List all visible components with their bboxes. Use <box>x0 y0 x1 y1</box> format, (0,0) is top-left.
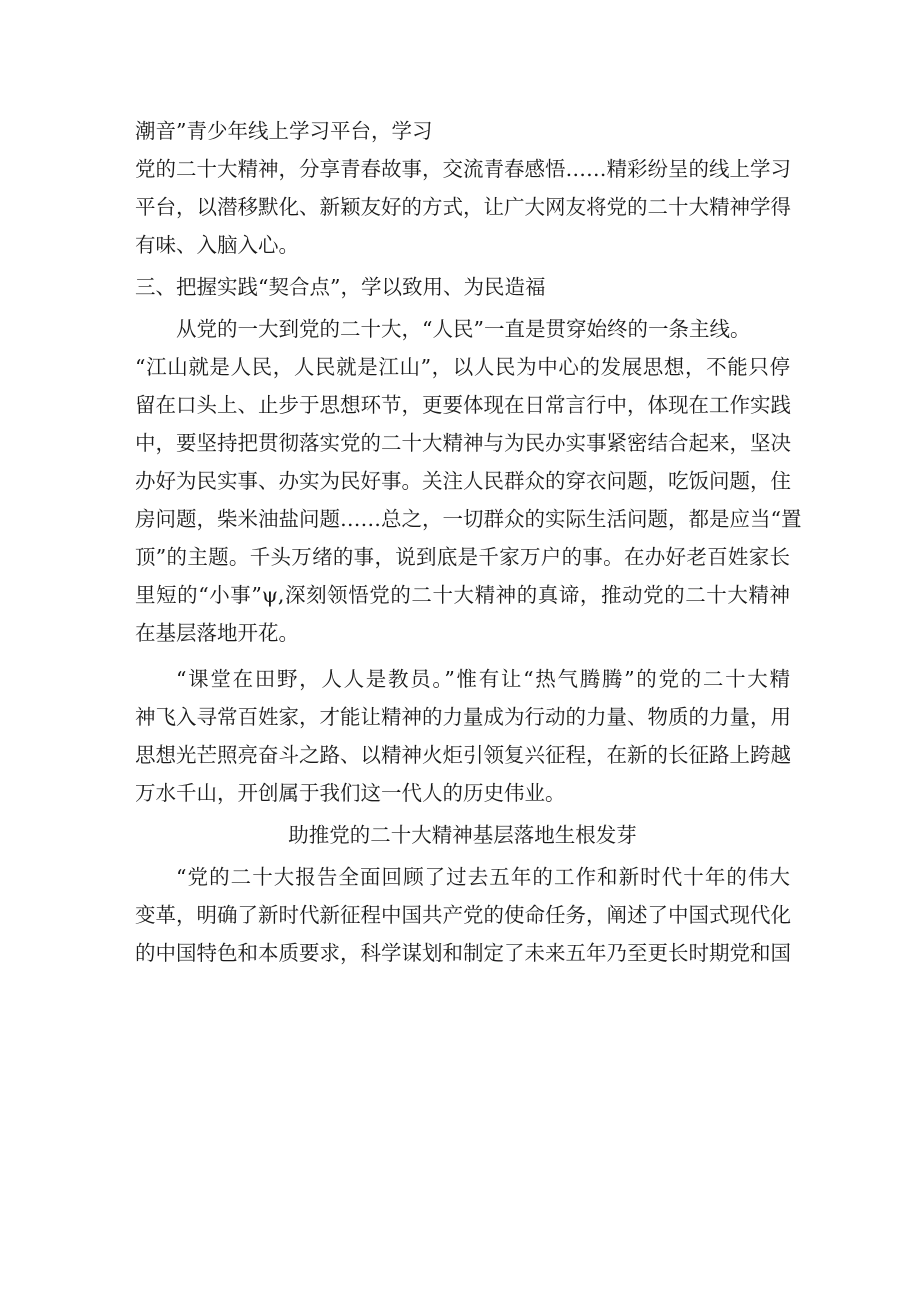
text-line: 潮音”青少年线上学习平台，学习 <box>135 119 433 143</box>
paragraph <box>135 660 790 812</box>
text-line: “江山就是人民，人民就是江山”，以人民为中心的发展思想，不能只停 <box>135 355 790 379</box>
text-line: 有味、入脑入心。 <box>135 233 299 257</box>
text-line: 党的二十大精神，分享青春故事，交流青春感悟……精彩纷呈的线上学习 <box>135 157 791 181</box>
text-line: 中，要坚持把贯彻落实党的二十大精神与为民办实事紧密结合起来，坚决 <box>135 431 791 455</box>
text-line: 留在口头上、止步于思想环节，更要体现在日常言行中，体现在工作实践 <box>135 393 791 417</box>
text-line: “课堂在田野，人人是教员。”惟有让“热气腾腾”的党的二十大精 <box>176 667 790 691</box>
text-line: 在基层落地开花。 <box>135 621 299 645</box>
continuation-paragraph <box>135 112 790 264</box>
text-line: 平台，以潜移默化、新颖友好的方式，让广大网友将党的二十大精神学得 <box>135 195 791 219</box>
text-line: 万水千山，开创属于我们这一代人的历史伟业。 <box>135 781 566 805</box>
paragraph <box>135 858 790 972</box>
text-line: 里短的“小事”ψ,深刻领悟党的二十大精神的真谛，推动党的二十大精神 <box>135 583 790 607</box>
text-line: 从党的一大到党的二十大，“人民”一直是贯穿始终的一条主线。 <box>176 317 751 341</box>
text-line: 神飞入寻常百姓家，才能让精神的力量成为行动的力量、物质的力量，用 <box>135 705 791 729</box>
text-line: 房问题，柴米油盐问题……总之，一切群众的实际生活问题，都是应当“置 <box>135 507 802 531</box>
text-line: 办好为民实事、办实为民好事。关注人民群众的穿衣问题，吃饭问题，住 <box>135 469 791 493</box>
document-page <box>135 112 802 972</box>
section-heading: 三、把握实践“契合点”，学以致用、为民造福 <box>135 275 546 299</box>
text-line: 的中国特色和本质要求，科学谋划和制定了未来五年乃至更长时期党和国 <box>135 941 791 965</box>
text-line: 思想光芒照亮奋斗之路、以精神火炬引领复兴征程，在新的长征路上跨越 <box>135 743 791 767</box>
text-line: 变革，明确了新时代新征程中国共产党的使命任务，阐述了中国式现代化 <box>135 903 791 927</box>
article-title: 助推党的二十大精神基层落地生根发芽 <box>288 823 637 847</box>
paragraph <box>135 310 802 652</box>
text-line: 顶”的主题。千头万绪的事，说到底是千家万户的事。在办好老百姓家长 <box>135 545 790 569</box>
text-line: “党的二十大报告全面回顾了过去五年的工作和新时代十年的伟大 <box>176 865 790 889</box>
